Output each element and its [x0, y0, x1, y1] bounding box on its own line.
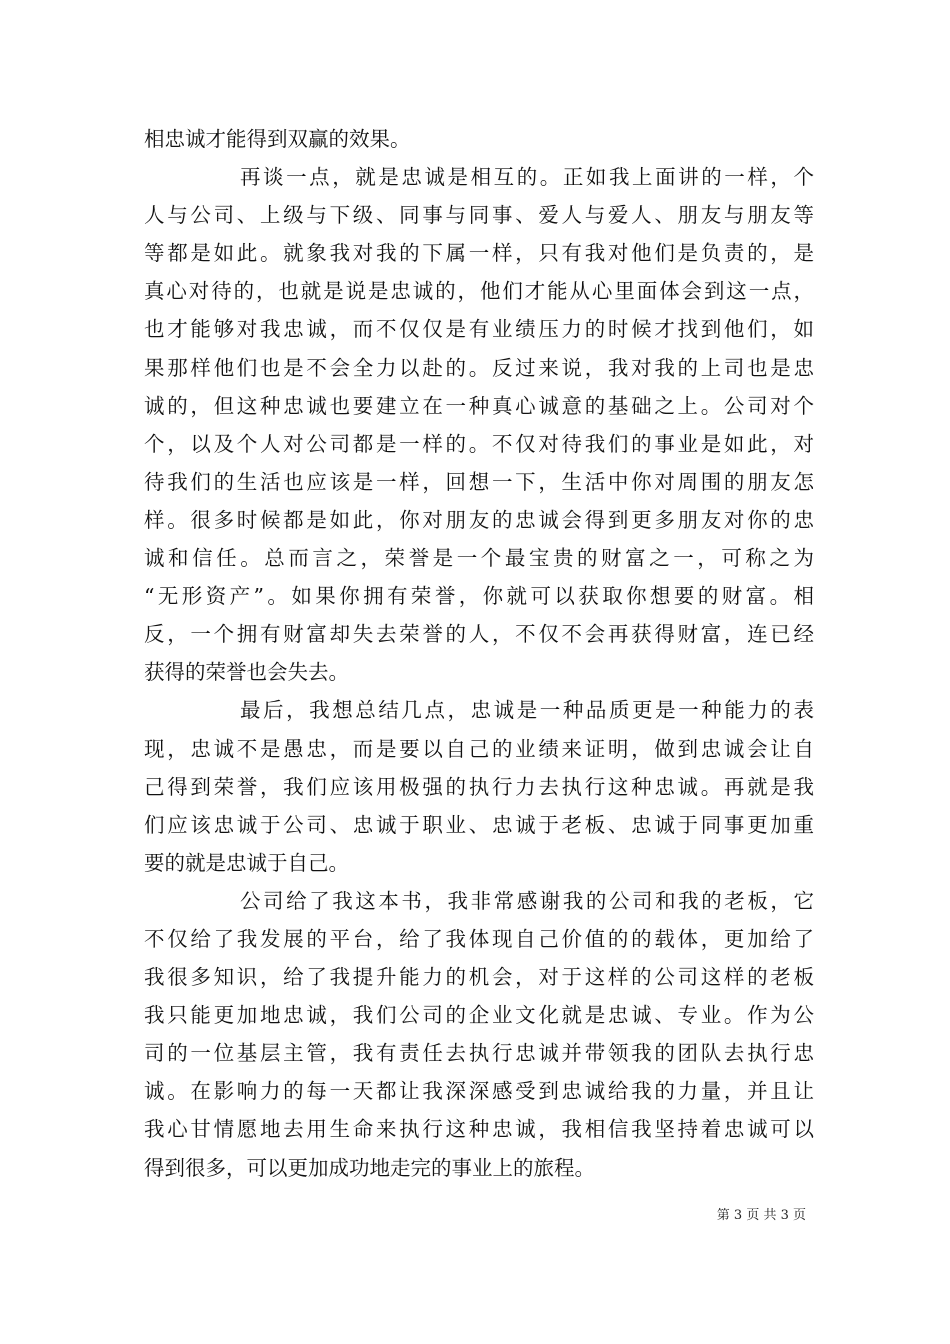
- paragraph-2-line-10: 样。很多时候都是如此，你对朋友的忠诚会得到更多朋友对你的忠: [144, 507, 814, 532]
- paragraph-2-line-7: 诚的，但这种忠诚也要建立在一种真心诚意的基础之上。公司对个: [144, 393, 814, 418]
- paragraph-2-line-1: 再谈一点，就是忠诚是相互的。正如我上面讲的一样，个: [240, 165, 814, 190]
- paragraph-2-line-9: 待我们的生活也应该是一样，回想一下，生活中你对周围的朋友怎: [144, 469, 814, 494]
- paragraph-3-line-4: 们应该忠诚于公司、忠诚于职业、忠诚于老板、忠诚于同事更加重: [144, 812, 814, 837]
- paragraph-2-line-12: “无形资产”。如果你拥有荣誉，你就可以获取你想要的财富。相: [144, 584, 814, 609]
- body-text: [144, 120, 814, 1187]
- paragraph-2-line-3: 等都是如此。就象我对我的下属一样，只有我对他们是负责的，是: [144, 241, 814, 266]
- paragraph-4-line-1: 公司给了我这本书，我非常感谢我的公司和我的老板，它: [240, 888, 814, 913]
- paragraph-4-line-8: 得到很多，可以更加成功地走完的事业上的旅程。: [144, 1155, 595, 1180]
- paragraph-3-line-1: 最后，我想总结几点，忠诚是一种品质更是一种能力的表: [240, 698, 814, 723]
- paragraph-4-line-5: 司的一位基层主管，我有责任去执行忠诚并带领我的团队去执行忠: [144, 1041, 814, 1066]
- paragraph-4-line-6: 诚。在影响力的每一天都让我深深感受到忠诚给我的力量，并且让: [144, 1079, 814, 1104]
- paragraph-4-line-7: 我心甘情愿地去用生命来执行这种忠诚，我相信我坚持着忠诚可以: [144, 1117, 814, 1142]
- paragraph-2-line-8: 个，以及个人对公司都是一样的。不仅对待我们的事业是如此，对: [144, 431, 814, 456]
- paragraph-3-line-2: 现，忠诚不是愚忠，而是要以自己的业绩来证明，做到忠诚会让自: [144, 736, 814, 761]
- page-number: 第 3 页 共 3 页: [716, 1208, 806, 1223]
- paragraph-2-line-2: 人与公司、上级与下级、同事与同事、爱人与爱人、朋友与朋友等: [144, 203, 814, 228]
- paragraph-4-line-2: 不仅给了我发展的平台，给了我体现自己价值的的载体，更加给了: [144, 926, 814, 951]
- paragraph-3-line-5: 要的就是忠诚于自己。: [144, 850, 349, 875]
- paragraph-3-line-3: 己得到荣誉，我们应该用极强的执行力去执行这种忠诚。再就是我: [144, 774, 814, 799]
- paragraph-2-line-6: 果那样他们也是不会全力以赴的。反过来说，我对我的上司也是忠: [144, 355, 814, 380]
- paragraph-4-line-4: 我只能更加地忠诚，我们公司的企业文化就是忠诚、专业。作为公: [144, 1003, 814, 1028]
- paragraph-4-line-3: 我很多知识，给了我提升能力的机会，对于这样的公司这样的老板: [144, 965, 814, 990]
- paragraph-2-line-13: 反，一个拥有财富却失去荣誉的人，不仅不会再获得财富，连已经: [144, 622, 814, 647]
- paragraph-2-line-4: 真心对待的，也就是说是忠诚的，他们才能从心里面体会到这一点，: [144, 279, 814, 304]
- paragraph-2-line-14: 获得的荣誉也会失去。: [144, 660, 349, 685]
- paragraph-1-line-1: 相忠诚才能得到双赢的效果。: [144, 127, 411, 151]
- paragraph-2-line-11: 诚和信任。总而言之，荣誉是一个最宝贵的财富之一，可称之为: [144, 546, 814, 571]
- paragraph-2-line-5: 也才能够对我忠诚，而不仅仅是有业绩压力的时候才找到他们，如: [144, 317, 814, 342]
